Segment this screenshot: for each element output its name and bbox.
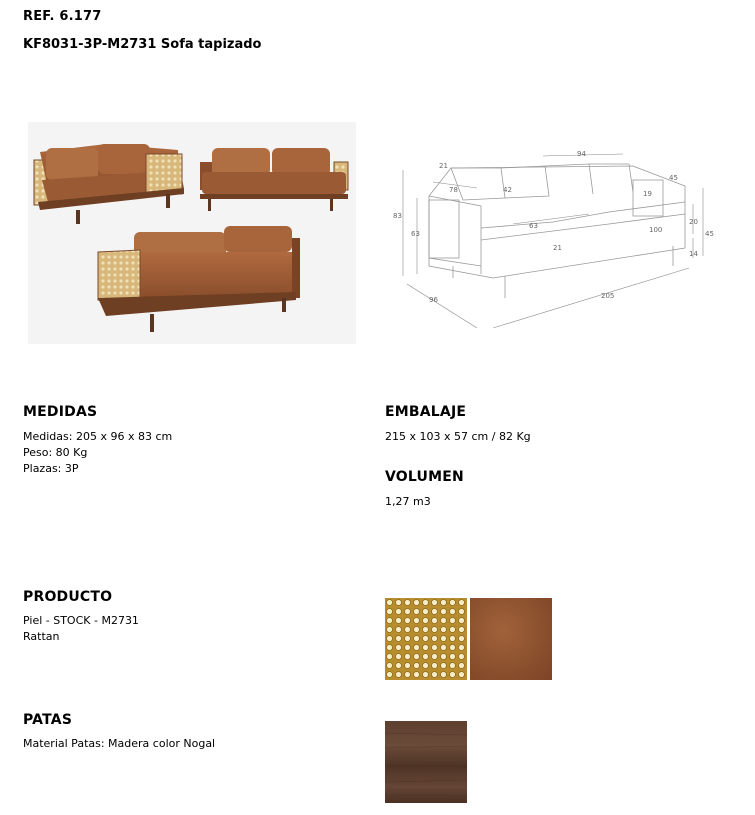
reference-number: REF. 6.177	[23, 9, 102, 24]
dim-20: 20	[689, 218, 698, 226]
medidas-heading: MEDIDAS	[23, 404, 98, 420]
producto-rattan: Rattan	[23, 630, 60, 643]
rattan-swatch	[385, 598, 467, 680]
dim-14: 14	[689, 250, 698, 258]
technical-drawing	[393, 148, 713, 333]
medidas-dimensions: Medidas: 205 x 96 x 83 cm	[23, 430, 173, 443]
dim-83: 83	[393, 212, 402, 220]
product-title: KF8031-3P-M2731 Sofa tapizado	[23, 37, 262, 52]
medidas-weight: Peso: 80 Kg	[23, 446, 88, 459]
volumen-heading: VOLUMEN	[385, 469, 464, 485]
medidas-seats: Plazas: 3P	[23, 462, 79, 475]
producto-heading: PRODUCTO	[23, 589, 113, 605]
dim-63: 63	[411, 230, 420, 238]
dim-19: 19	[643, 190, 652, 198]
dim-21-seat: 21	[553, 244, 562, 252]
producto-material: Piel - STOCK - M2731	[23, 614, 139, 627]
embalaje-heading: EMBALAJE	[385, 404, 467, 420]
sofa-outline	[429, 164, 685, 298]
dim-78: 78	[449, 186, 458, 194]
dim-63-seat: 63	[529, 222, 538, 230]
dim-94: 94	[577, 150, 586, 158]
volumen-value: 1,27 m3	[385, 495, 431, 508]
leather-swatch	[470, 598, 552, 680]
walnut-swatch	[385, 721, 467, 803]
dim-42: 42	[503, 186, 512, 194]
dim-100: 100	[649, 226, 663, 234]
patas-heading: PATAS	[23, 712, 73, 728]
dim-205: 205	[601, 292, 615, 300]
dim-96: 96	[429, 296, 438, 304]
dim-21: 21	[439, 162, 448, 170]
patas-material: Material Patas: Madera color Nogal	[23, 737, 216, 750]
product-photo	[28, 122, 356, 344]
dim-45-right: 45	[705, 230, 714, 238]
embalaje-value: 215 x 103 x 57 cm / 82 Kg	[385, 430, 531, 443]
dim-45: 45	[669, 174, 678, 182]
